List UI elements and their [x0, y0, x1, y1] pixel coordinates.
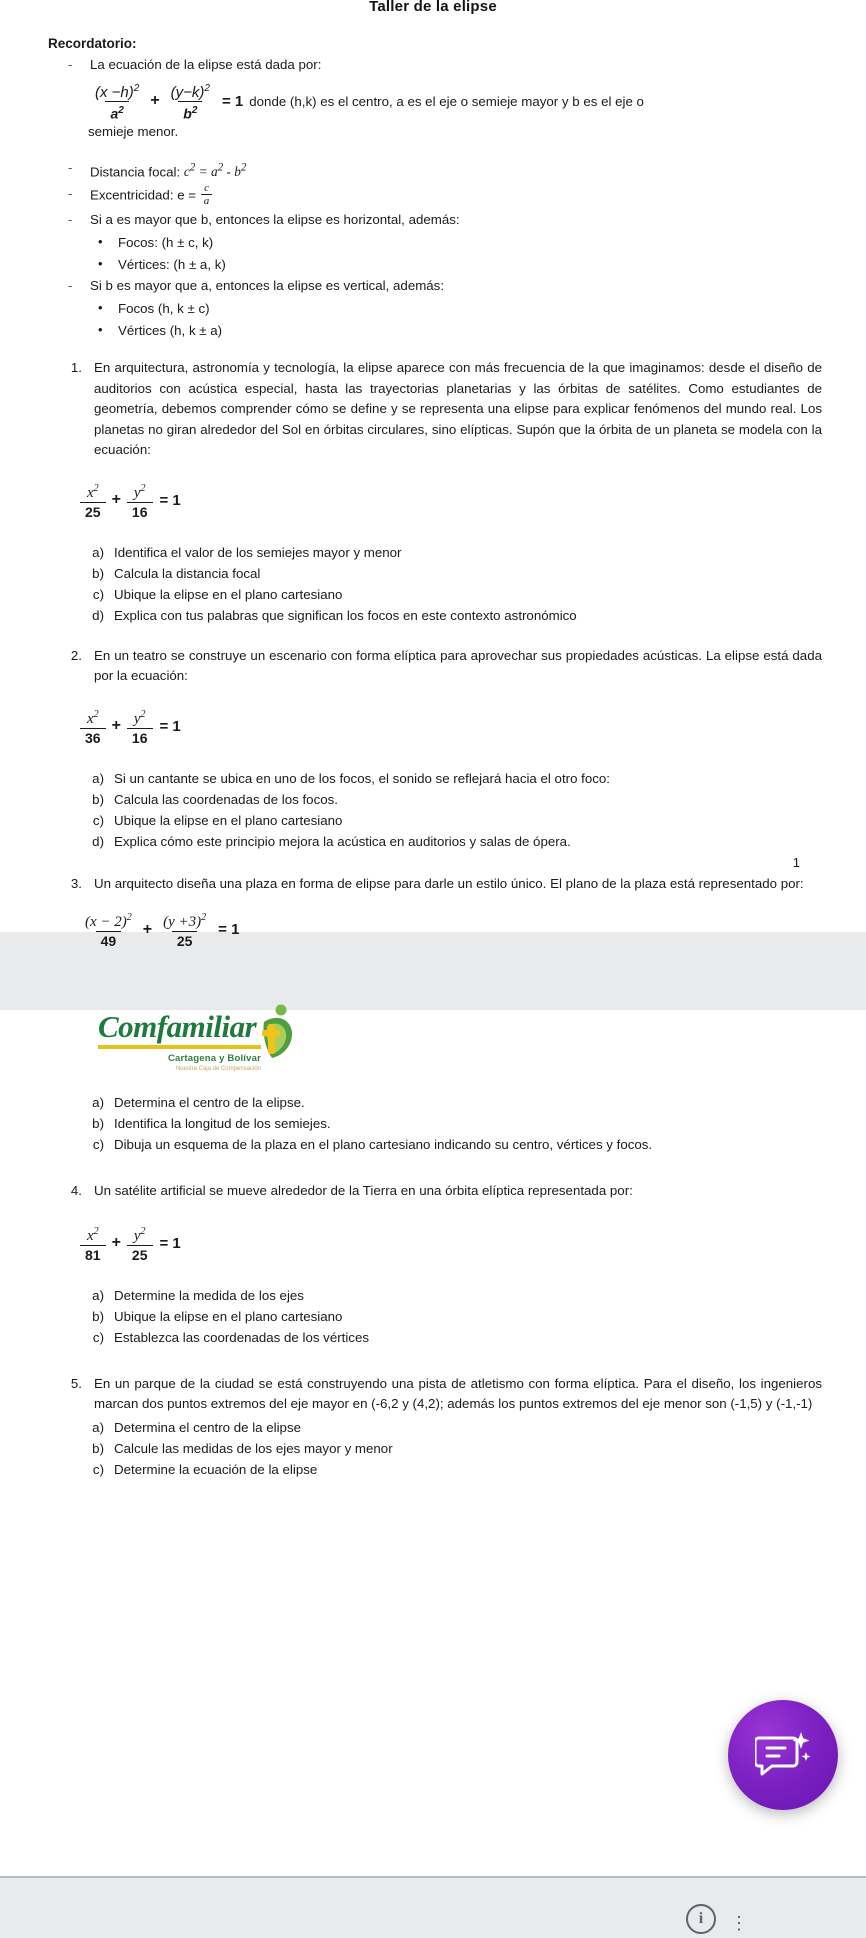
reminder-list	[38, 55, 828, 75]
problem-5	[38, 1374, 828, 1415]
eccentricity-item: - Excentricidad: e = $\frac{c}{a}$	[38, 184, 828, 208]
focal-distance-item: - Distancia focal: $c^2 = a^2 - b^2$	[38, 158, 828, 182]
list-item: b) Identifica la longitud de los semiejes.	[92, 1116, 331, 1131]
list-item: d) Explica cómo este principio mejora la acústica en auditorios y salas de ópera.	[92, 833, 571, 849]
overflow-menu-icon[interactable]: ⋮	[730, 1913, 748, 1933]
list-item: c) Dibuja un esquema de la plaza en el plano cartesiano indicando su centro, vértices y focos.	[92, 1137, 653, 1152]
info-icon[interactable]: i	[686, 1904, 716, 1934]
reminder-intro: - La ecuación de la elipse está dada por:	[38, 55, 828, 75]
list-item: a) Si un cantante se ubica en uno de los focos, el sonido se reflejará hacia el otro foco:	[92, 770, 610, 786]
list-item: a) Identifica el valor de los semiejes mayor y menor	[92, 544, 402, 560]
focal-formula: $c^2 = a^2 - b^2$	[183, 161, 247, 180]
problem-2	[38, 646, 828, 687]
comfamiliar-logo	[98, 1010, 288, 1088]
logo-region: Cartagena y Bolívar	[167, 1053, 261, 1064]
reminder-heading: Recordatorio:	[48, 36, 137, 51]
list-item: a) Determina el centro de la elipse	[92, 1419, 301, 1435]
list-item: b) Ubique la elipse en el plano cartesiano	[92, 1308, 343, 1324]
horizontal-case-item: - Si a es mayor que b, entonces la elipse es horizontal, además:	[38, 210, 828, 230]
horizontal-vertices: • Vértices: (h ± a, k)	[38, 254, 828, 276]
problem-4-equation: $\frac{x^2}{81}$ + $\frac{y^2}{25}$ = 1	[78, 1224, 828, 1263]
vertical-focos: • Focos (h, k ± c)	[38, 298, 828, 320]
equation-note: donde (h,k) es el centro, a es el eje o semieje mayor y b es el eje o	[249, 93, 644, 109]
page-title: Taller de la elipse	[369, 0, 497, 14]
equation-note-2: semieje menor.	[88, 123, 179, 139]
problem-2-number: 2.	[70, 647, 82, 663]
fraction-right: $\frac{(y-k)^2}{b^2}$	[170, 83, 210, 122]
list-item: c) Ubique la elipse en el plano cartesiano	[92, 586, 343, 602]
problem-1-text: En arquitectura, astronomía y tecnología, la elipse aparece con más frecuencia de la que imaginamos: desde el diseño de auditorios con acústica especial, hasta las trayectorias planetarias y las órbitas de satélites. Como estudiantes de geometría, debemos comprender cómo se define y se representa una elipse para explicar fenómenos del mundo real. Los planetas no giran alrededor del Sol en órbitas circulares, sino elípticas. Supón que la órbita de un planeta se modela con la ecuación:	[94, 360, 822, 458]
problem-5-subitems	[38, 1417, 828, 1480]
logo-wordmark: Comfamiliar	[98, 1009, 257, 1044]
chat-sparkle-icon	[755, 1730, 811, 1780]
problem-1-number: 1.	[70, 360, 82, 376]
list-item: d) Explica con tus palabras que significan los focos en este contexto astronómico	[92, 607, 577, 623]
problem-4-subitems	[38, 1285, 828, 1348]
problem-3-text: Un arquitecto diseña una plaza en forma de elipse para darle un estilo único. El plano de la plaza está representado por:	[94, 875, 804, 891]
logo-shield-icon	[250, 1004, 294, 1064]
viewer-bottom-bar	[0, 1876, 866, 1938]
problem-4-number: 4.	[70, 1183, 82, 1198]
vertical-vertices: • Vértices (h, k ± a)	[38, 320, 828, 342]
chat-assistant-button[interactable]	[728, 1700, 838, 1810]
document-page-1	[0, 0, 866, 950]
problem-4	[38, 1181, 828, 1202]
list-item: b) Calcule las medidas de los ejes mayor y menor	[92, 1440, 393, 1456]
page-number: 1	[792, 855, 800, 870]
problem-5-number: 5.	[70, 1375, 82, 1391]
list-item: a) Determine la medida de los ejes	[92, 1287, 304, 1303]
eccentricity-fraction: $\frac{c}{a}$	[201, 183, 213, 207]
problem-1-subitems	[38, 542, 828, 626]
reminder-properties	[38, 158, 828, 342]
problem-3-equation: $\frac{(x - 2)^2}{49}$ + $\frac{(y +3)^2}{25}$ = 1	[85, 912, 240, 950]
problem-4-text: Un satélite artificial se mueve alrededor de la Tierra en una órbita elíptica representada por:	[94, 1183, 633, 1198]
problem-3-number: 3.	[70, 875, 82, 891]
general-ellipse-equation	[88, 81, 828, 122]
problem-1-equation: $\frac{x^2}{25}$ + $\frac{y^2}{16}$ = 1	[78, 481, 828, 520]
list-item: c) Ubique la elipse en el plano cartesiano	[92, 812, 343, 828]
plus-sign: +	[150, 92, 160, 110]
problem-3	[38, 874, 828, 895]
problem-2-text: En un teatro se construye un escenario con forma elíptica para aprovechar sus propiedades acústicas. La elipse está dada por la ecuación:	[94, 647, 822, 684]
list-item: b) Calcula la distancia focal	[92, 565, 261, 581]
list-item: c) Determine la ecuación de la elipse	[92, 1461, 318, 1477]
problem-5-text: En un parque de la ciudad se está construyendo una pista de atletismo con forma elíptica. Para el diseño, los ingenieros marcan dos puntos extremos del eje mayor en (-6,2 y (4,2); además los puntos extremos del eje menor son (-1,5) y (-1,-1)	[94, 1375, 822, 1411]
logo-tagline: Nuestra Caja de Compensación	[175, 1066, 261, 1072]
list-item: c) Establezca las coordenadas de los vértices	[92, 1329, 369, 1345]
list-item: b) Calcula las coordenadas de los focos.	[92, 791, 338, 807]
logo-underline	[98, 1045, 261, 1049]
fraction-left: $\frac{(x -h)^2}{a^2}$	[95, 83, 140, 122]
vertical-case-item: - Si b es mayor que a, entonces la elipse es vertical, además:	[38, 276, 828, 296]
list-item: a) Determina el centro de la elipse.	[92, 1095, 305, 1110]
equals-one: = 1	[221, 92, 244, 110]
problem-1	[38, 358, 828, 461]
problem-3-subitems	[38, 1092, 828, 1155]
problem-2-equation: $\frac{x^2}{36}$ + $\frac{y^2}{16}$ = 1	[78, 707, 828, 746]
problem-2-subitems	[38, 768, 828, 852]
horizontal-focos: • Focos: (h ± c, k)	[38, 232, 828, 254]
